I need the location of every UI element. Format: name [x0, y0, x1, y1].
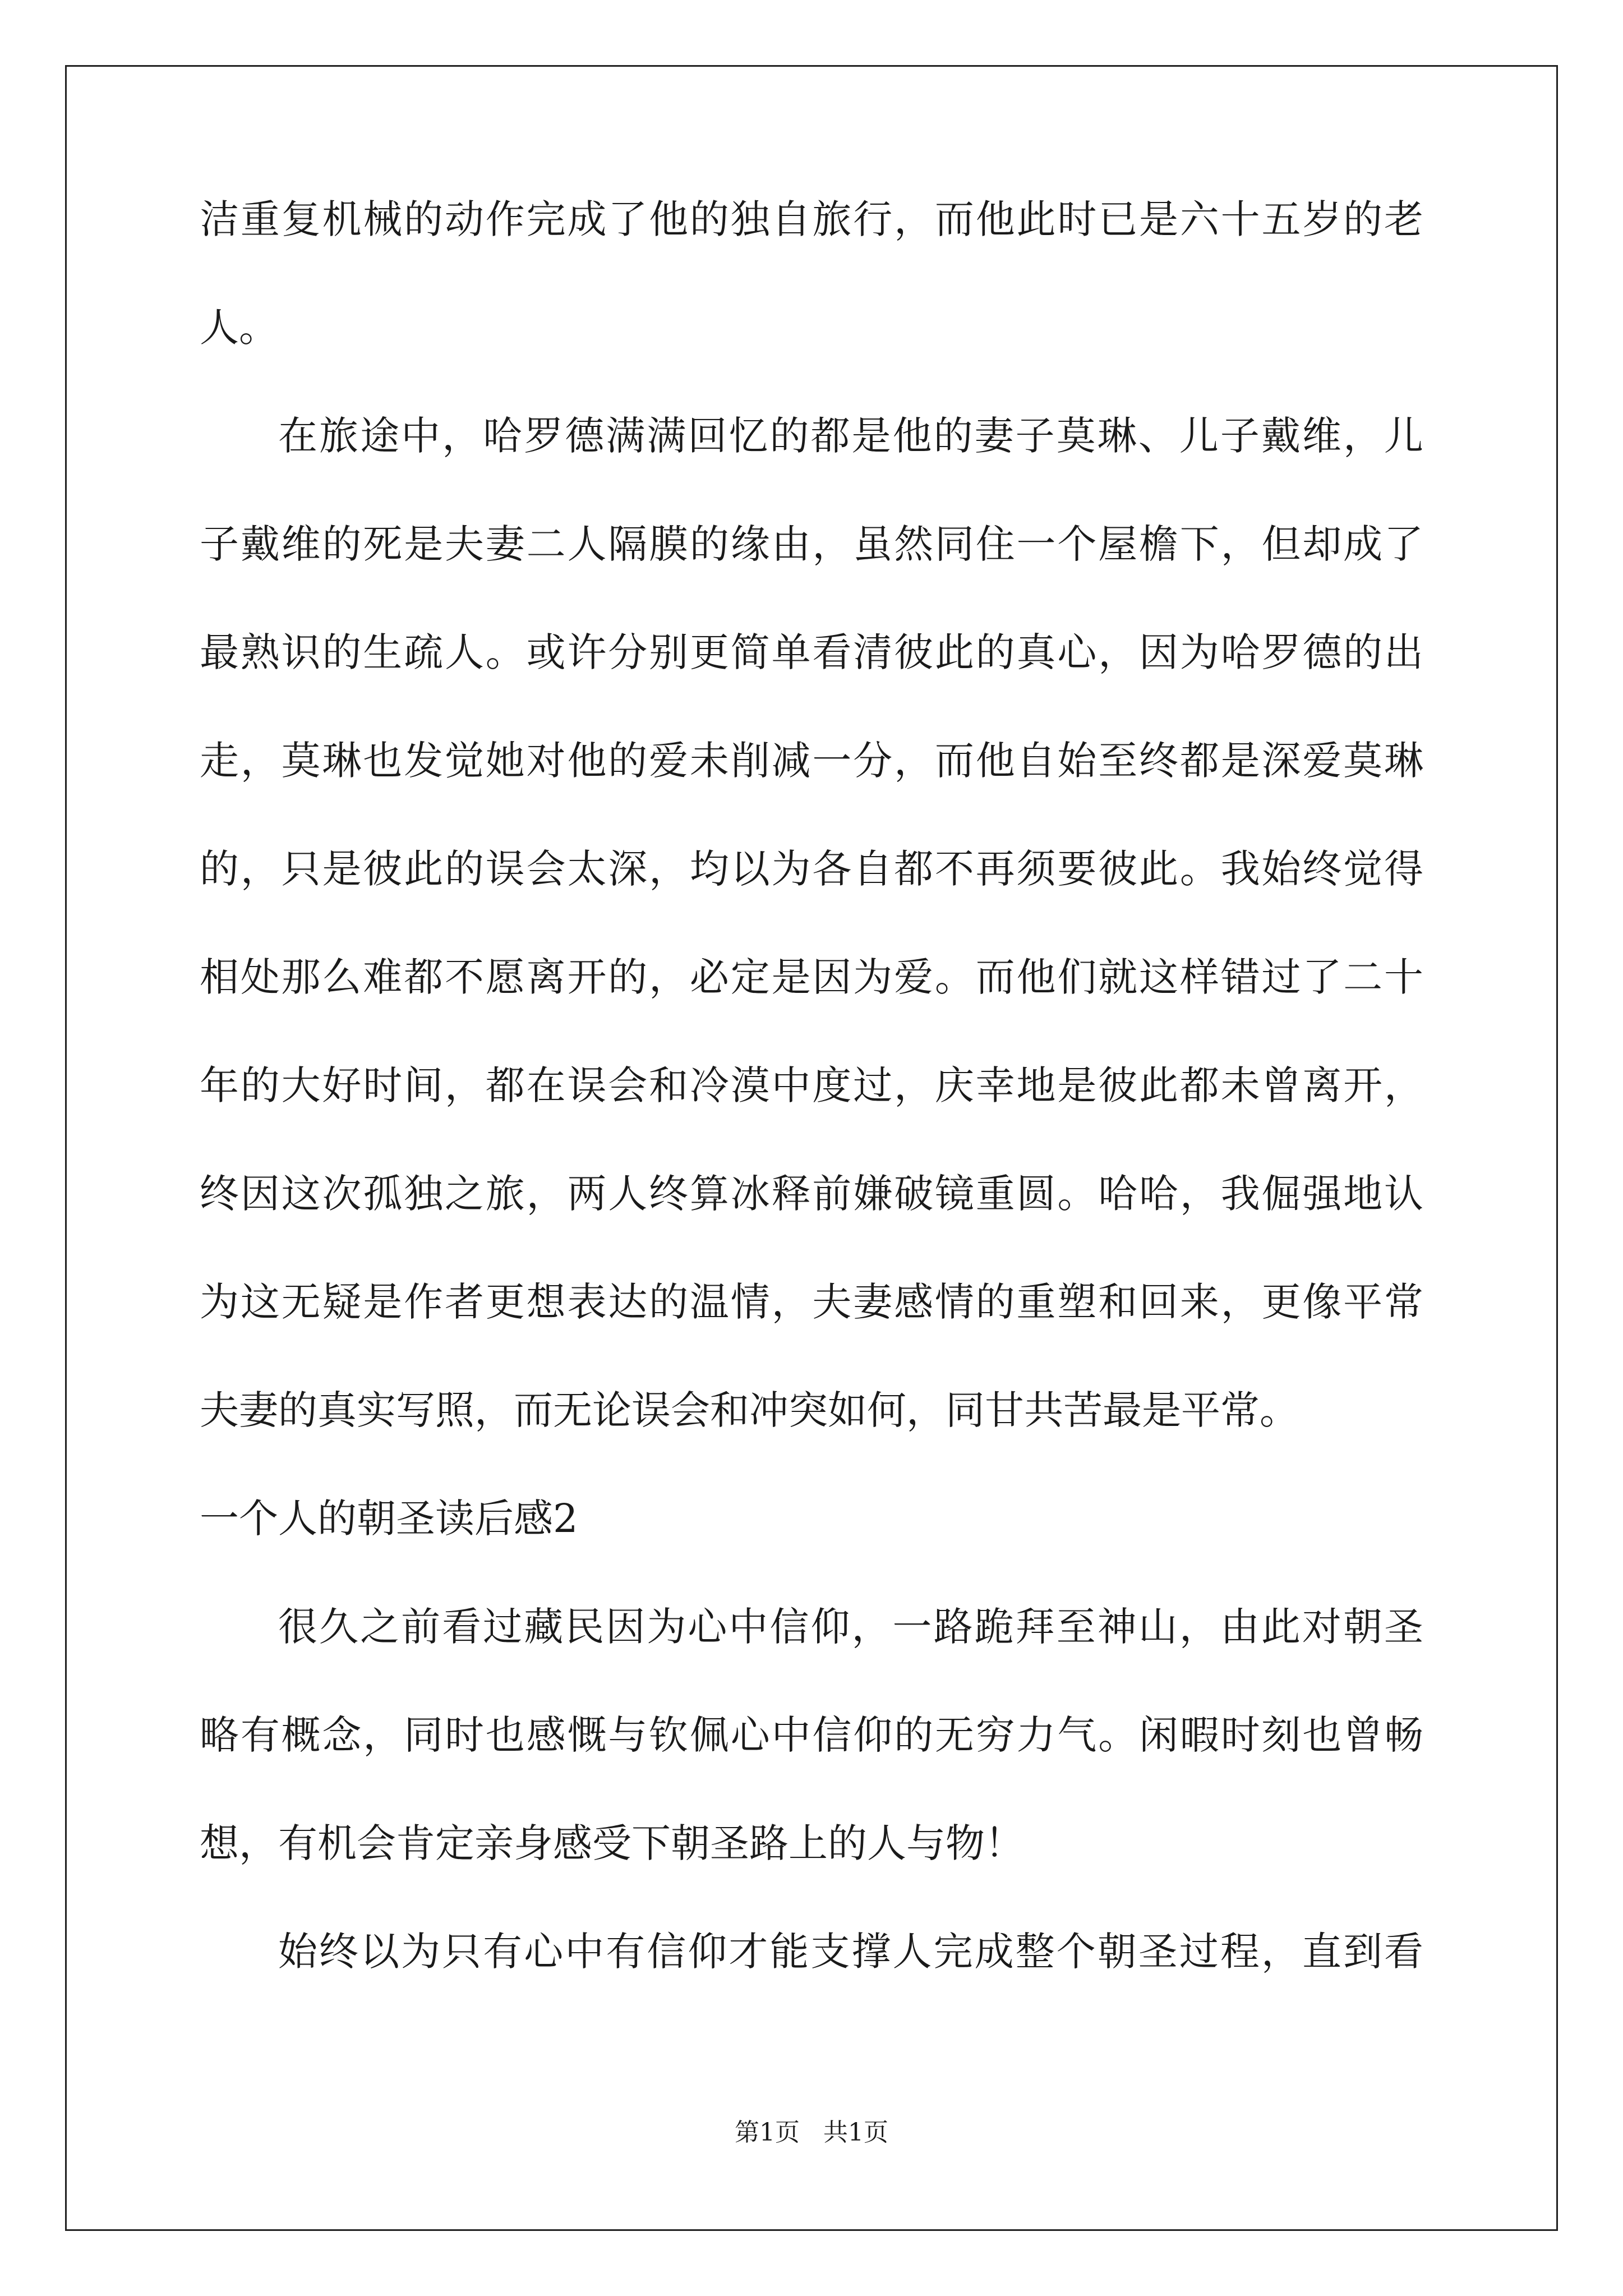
text-line: 人。	[200, 305, 278, 351]
text-line: 想，有机会肯定亲身感受下朝圣路上的人与物！	[200, 1820, 1024, 1866]
text-line: 走，莫琳也发觉她对他的爱未削减一分，而他自始至终都是深爱莫琳	[200, 738, 1423, 784]
text-line: 最熟识的生疏人。或许分别更简单看清彼此的真心，因为哈罗德的出	[200, 629, 1423, 675]
text-line: 很久之前看过藏民因为心中信仰，一路跪拜至神山，由此对朝圣	[278, 1604, 1423, 1650]
text-line: 为这无疑是作者更想表达的温情，夫妻感情的重塑和回来，更像平常	[200, 1279, 1423, 1325]
text-line: 略有概念，同时也感慨与钦佩心中信仰的无穷力气。闲暇时刻也曾畅	[200, 1712, 1423, 1758]
text-line: 相处那么难都不愿离开的，必定是因为爱。而他们就这样错过了二十	[200, 954, 1423, 1000]
text-line: 子戴维的死是夫妻二人隔膜的缘由，虽然同住一个屋檐下，但却成了	[200, 521, 1423, 567]
text-line: 的，只是彼此的误会太深，均以为各自都不再须要彼此。我始终觉得	[200, 846, 1423, 892]
document-body	[200, 196, 1423, 2040]
text-line: 年的大好时间，都在误会和冷漠中度过，庆幸地是彼此都未曾离开，	[200, 1062, 1423, 1108]
text-line: 洁重复机械的动作完成了他的独自旅行，而他此时已是六十五岁的老	[200, 196, 1423, 242]
text-line: 始终以为只有心中有信仰才能支撑人完成整个朝圣过程，直到看	[278, 1929, 1423, 1975]
text-line: 夫妻的真实写照，而无论误会和冲突如何，同甘共苦最是平常。	[200, 1387, 1299, 1433]
text-line: 终因这次孤独之旅，两人终算冰释前嫌破镜重圆。哈哈，我倔强地认	[200, 1171, 1423, 1217]
page-total: 共1页	[823, 2118, 888, 2147]
page-footer	[0, 2120, 1623, 2145]
page-number: 第1页	[735, 2118, 800, 2147]
section-heading: 一个人的朝圣读后感2	[200, 1496, 578, 1542]
text-line: 在旅途中，哈罗德满满回忆的都是他的妻子莫琳、儿子戴维，儿	[278, 413, 1423, 459]
